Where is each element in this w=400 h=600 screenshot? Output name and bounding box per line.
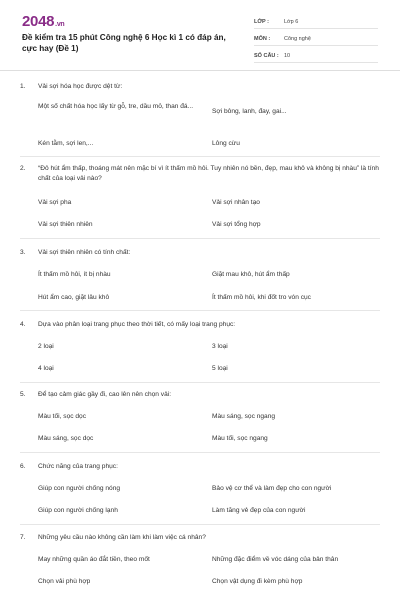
page-header [0, 0, 400, 66]
meta-label: MÔN : [254, 35, 271, 42]
answer-option-d[interactable]: Vải sợi tổng hợp [212, 221, 261, 228]
answer-option-d[interactable]: 5 loại [212, 365, 228, 372]
question-divider [20, 238, 380, 239]
meta-value: Công nghệ [284, 35, 311, 42]
answer-option-c[interactable]: 4 loại [38, 365, 54, 372]
question-divider [20, 310, 380, 311]
meta-value: Lớp 6 [284, 18, 299, 25]
answer-option-c[interactable]: Hút ẩm cao, giặt lâu khô [38, 294, 110, 301]
meta-value: 10 [284, 52, 291, 59]
question-divider [20, 452, 380, 453]
answer-option-a[interactable]: 2 loại [38, 343, 54, 350]
logo-suffix: .vn [55, 21, 65, 28]
answer-option-c[interactable]: Màu sáng, sọc dọc [38, 435, 94, 442]
answer-option-b[interactable]: Giặt mau khô, hút ẩm thấp [212, 271, 290, 278]
logo-text: 2048 [22, 13, 55, 30]
answer-option-a[interactable]: Một số chất hóa học lấy từ gỗ, tre, dầu mỏ, than đá... [38, 103, 194, 110]
answer-option-c[interactable]: Giúp con người chống lạnh [38, 507, 118, 514]
question-number: 4. [20, 321, 26, 328]
answer-option-d[interactable]: Chọn vật dụng đi kèm phù hợp [212, 578, 303, 585]
question-1 [20, 82, 380, 150]
question-2 [20, 164, 380, 234]
question-text: Để tạo cảm giác gầy đi, cao lên nên chọn vải: [38, 391, 172, 398]
answer-option-a[interactable]: Ít thấm mồ hôi, ít bị nhàu [38, 271, 111, 278]
answer-option-b[interactable]: Những đặc điểm về vóc dáng của bản thân [212, 556, 339, 563]
meta-row-class [254, 15, 378, 29]
question-number: 1. [20, 83, 26, 90]
meta-row-subject [254, 32, 378, 46]
question-4 [20, 320, 380, 376]
question-text: Chức năng của trang phục: [38, 463, 118, 470]
answer-option-b[interactable]: 3 loại [212, 343, 228, 350]
question-6 [20, 462, 380, 518]
header-divider [0, 70, 400, 71]
question-number: 7. [20, 534, 26, 541]
answer-option-a[interactable]: Vải sợi pha [38, 199, 72, 206]
answer-option-a[interactable]: Màu tối, sọc dọc [38, 413, 87, 420]
meta-row-count [254, 49, 378, 63]
question-text: Vải sợi hóa học được dệt từ: [38, 83, 123, 90]
answer-option-c[interactable]: Chọn vải phù hợp [38, 578, 91, 585]
answer-option-a[interactable]: Giúp con người chống nóng [38, 485, 121, 492]
question-divider [20, 524, 380, 525]
meta-label: LỚP : [254, 18, 269, 25]
question-divider [20, 382, 380, 383]
question-7 [20, 533, 380, 595]
question-3 [20, 248, 380, 304]
question-divider [20, 156, 380, 157]
page-title: Đề kiểm tra 15 phút Công nghệ 6 Học kì 1 có đáp án, cực hay (Đề 1) [22, 33, 226, 53]
answer-option-d[interactable]: Ít thấm mồ hôi, khi đốt tro vón cục [212, 294, 311, 301]
question-5 [20, 390, 380, 446]
answer-option-d[interactable]: Lông cừu [212, 140, 240, 147]
question-number: 3. [20, 249, 26, 256]
question-text: Vải sợi thiên nhiên có tính chất: [38, 249, 131, 256]
answer-option-d[interactable]: Màu tối, sọc ngang [212, 435, 268, 442]
answer-option-a[interactable]: May những quần áo đắt tiền, theo mốt [38, 556, 150, 563]
answer-option-c[interactable]: Vải sợi thiên nhiên [38, 221, 93, 228]
question-text: Những yêu cầu nào không cần làm khi làm việc cá nhân? [38, 534, 206, 541]
question-text: Dựa vào phân loại trang phục theo thời tiết, có mấy loại trang phục: [38, 321, 236, 328]
answer-option-b[interactable]: Sợi bông, lanh, đay, gai... [212, 108, 287, 115]
answer-option-c[interactable]: Kén tằm, sợi len,... [38, 140, 94, 147]
question-number: 6. [20, 463, 26, 470]
question-number: 5. [20, 391, 26, 398]
answer-option-b[interactable]: Màu sáng, sọc ngang [212, 413, 276, 420]
answer-option-d[interactable]: Làm tăng vẻ đẹp của con người [212, 507, 306, 514]
answer-option-b[interactable]: Bảo vệ cơ thể và làm đẹp cho con người [212, 485, 332, 492]
answer-option-b[interactable]: Vải sợi nhân tạo [212, 199, 260, 206]
quiz-meta [254, 15, 378, 66]
meta-label: SỐ CÂU : [254, 52, 279, 59]
question-text: “Đô hút ẩm thấp, thoáng mát nên mặc bí vì ít thấm mồ hôi. Tuy nhiên nó bền, đẹp, mau khô và không bị nhàu” là tính chất của loại vải nào? [38, 165, 379, 182]
site-logo[interactable] [22, 14, 64, 33]
question-number: 2. [20, 165, 26, 172]
